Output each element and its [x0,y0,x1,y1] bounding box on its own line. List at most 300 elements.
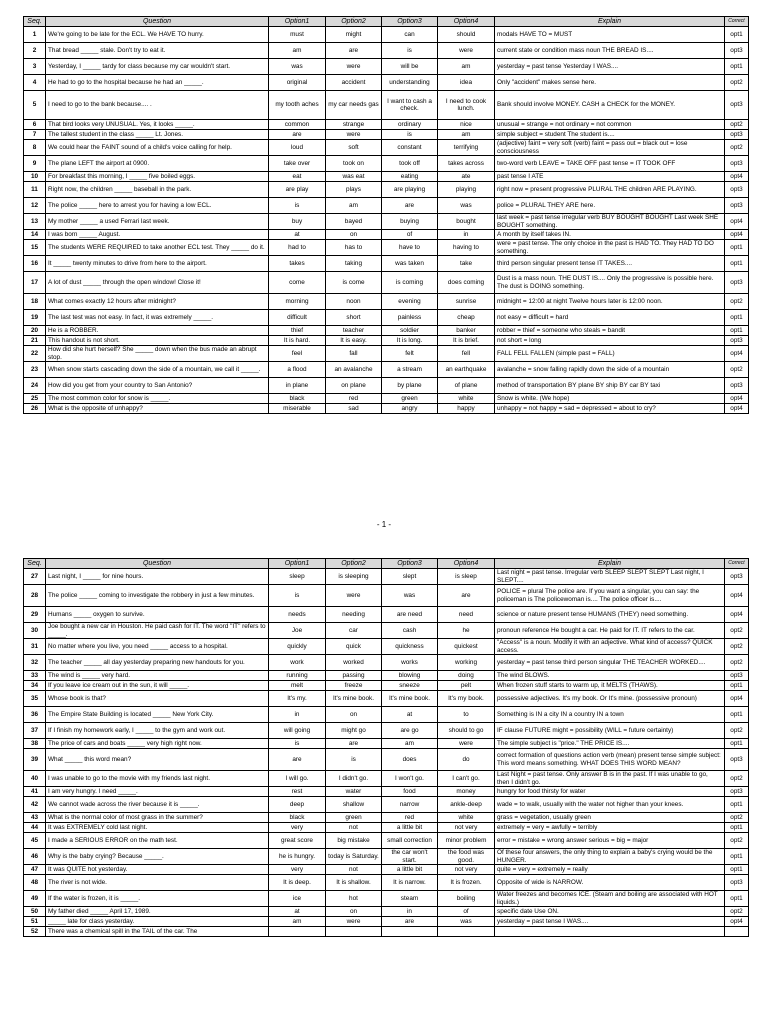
option1-cell: my tooth aches [269,91,326,120]
option3-cell: buying [382,214,438,230]
correct-cell: opt1 [725,865,749,875]
option2-cell: not [326,865,382,875]
table-row [24,172,749,182]
option3-cell: food [382,787,438,797]
option1-cell: thief [269,326,326,336]
option1-cell: at [269,230,326,240]
option4-header: Option4 [438,559,495,569]
option4-cell: It is brief. [438,336,495,346]
question-cell: The plane LEFT the airport at 0900. [46,156,269,172]
option3-cell: a stream [382,362,438,378]
option3-cell: slept [382,569,438,585]
correct-cell: opt2 [725,294,749,310]
option3-cell: felt [382,346,438,362]
option2-cell: hot [326,891,382,907]
option4-cell: does coming [438,272,495,294]
correct-cell: opt1 [725,59,749,75]
explain-cell: hungry for food thirsty for water [495,787,725,797]
option2-cell: It is shallow. [326,875,382,891]
table-row [24,326,749,336]
explain-cell: extremely = very = awfully = terribly [495,823,725,833]
option3-cell: a little bit [382,865,438,875]
question-cell: If the water is frozen, it is _____. [46,891,269,907]
seq-cell: 29 [24,607,46,623]
option4-cell: should [438,27,495,43]
question-cell: The wind is _____ very hard. [46,671,269,681]
seq-cell: 2 [24,43,46,59]
seq-cell: 14 [24,230,46,240]
option2-cell: freeze [326,681,382,691]
option2-cell [326,927,382,937]
option3-cell: is [382,43,438,59]
seq-cell: 45 [24,833,46,849]
correct-cell: opt2 [725,723,749,739]
option2-cell: was eat [326,172,382,182]
option3-cell: are [382,198,438,214]
option2-cell: red [326,394,382,404]
option4-cell: were [438,43,495,59]
seq-cell: 7 [24,130,46,140]
option3-cell: It's mine book. [382,691,438,707]
question-cell: There was a chemical spill in the TAIL of the car. The [46,927,269,937]
question-cell: The Empire State Building is located _____ New York City. [46,707,269,723]
question-cell: My father died _____ April 17, 1989. [46,907,269,917]
question-cell: We cannot wade across the river because it is _____. [46,797,269,813]
explain-cell: specific date Use ON. [495,907,725,917]
option4-header: Option4 [438,17,495,27]
option2-cell: an avalanche [326,362,382,378]
explain-cell: unusual = strange = not ordinary = not common [495,120,725,130]
option3-cell: red [382,813,438,823]
option1-cell: are play [269,182,326,198]
seq-cell: 22 [24,346,46,362]
correct-cell: opt2 [725,362,749,378]
question-cell: Right now, the children _____ baseball in the park. [46,182,269,198]
option1-cell: in [269,707,326,723]
question-rows-page-2 [24,569,749,937]
option1-cell: he is hungry. [269,849,326,865]
option2-cell: are [326,43,382,59]
option3-cell: quickness [382,639,438,655]
explain-header: Explain [495,17,725,27]
correct-cell: opt4 [725,172,749,182]
option1-cell: are [269,749,326,771]
explain-cell: yesterday = past tense third person singular THE TEACHER WORKED.... [495,655,725,671]
explain-cell: science or nature present tense HUMANS (THEY) need something. [495,607,725,623]
question-cell: We could hear the FAINT sound of a child's voice calling for help. [46,140,269,156]
table-row [24,907,749,917]
option4-cell: sunrise [438,294,495,310]
question-cell: It _____ twenty minutes to drive from here to the airport. [46,256,269,272]
option1-cell: common [269,120,326,130]
correct-cell: opt1 [725,256,749,272]
table-row [24,823,749,833]
table-row [24,833,749,849]
question-cell: My mother _____ a used Ferrari last week. [46,214,269,230]
option4-cell: of [438,907,495,917]
explain-cell: (adjective) faint = very soft (verb) faint = pass out = black out = lose consciousness [495,140,725,156]
correct-cell: opt3 [725,91,749,120]
explain-cell: Opposite of wide is NARROW. [495,875,725,891]
option2-header: Option2 [326,559,382,569]
explain-cell: Dust is a mass noun. THE DUST IS.... Only the progressive is possible here. The dust is DOING something. [495,272,725,294]
option3-cell: are go [382,723,438,739]
correct-cell: opt2 [725,771,749,787]
seq-cell: 43 [24,813,46,823]
table-row [24,404,749,414]
option3-cell: are need [382,607,438,623]
question-table-page-1 [23,16,749,414]
question-cell: The most common color for snow is _____. [46,394,269,404]
option3-cell: does [382,749,438,771]
option2-cell: is come [326,272,382,294]
option2-cell: sad [326,404,382,414]
table-row [24,346,749,362]
correct-cell: opt1 [725,326,749,336]
correct-cell: opt2 [725,639,749,655]
option1-cell: come [269,272,326,294]
option4-cell: white [438,394,495,404]
page-number: - 1 - [376,520,392,529]
explain-cell: grass = vegetation, usually green [495,813,725,823]
option3-header: Option3 [382,17,438,27]
option4-cell: not very [438,823,495,833]
option2-cell: is sleeping [326,569,382,585]
option4-cell: It's my book. [438,691,495,707]
option1-cell: work [269,655,326,671]
option4-cell: was [438,917,495,927]
seq-cell: 31 [24,639,46,655]
question-cell: What is the opposite of unhappy? [46,404,269,414]
option3-cell: ordinary [382,120,438,130]
option3-cell: sneeze [382,681,438,691]
table-row [24,797,749,813]
table-row [24,240,749,256]
table-row [24,182,749,198]
table-row [24,875,749,891]
explain-cell [495,927,725,937]
table-header-row [24,17,749,27]
seq-cell: 12 [24,198,46,214]
table-row [24,272,749,294]
question-cell: If I finish my homework early, I _____ to the gym and work out. [46,723,269,739]
question-cell: Whose book is that? [46,691,269,707]
explain-cell: error = mistake = wrong answer serious = big = major [495,833,725,849]
table-row [24,378,749,394]
seq-cell: 13 [24,214,46,230]
table-row [24,156,749,172]
option1-cell: very [269,823,326,833]
seq-cell: 5 [24,91,46,120]
option2-cell: were [326,917,382,927]
correct-cell: opt2 [725,813,749,823]
option4-cell: happy [438,404,495,414]
option4-cell: the food was good. [438,849,495,865]
option2-cell: noon [326,294,382,310]
option4-cell: to [438,707,495,723]
option2-cell: quick [326,639,382,655]
option1-cell: It is hard. [269,336,326,346]
option4-cell: banker [438,326,495,336]
option3-cell: is [382,130,438,140]
table-row [24,569,749,585]
seq-cell: 16 [24,256,46,272]
correct-cell: opt3 [725,130,749,140]
table-header-row [24,559,749,569]
option4-cell: fell [438,346,495,362]
option4-cell: am [438,130,495,140]
correct-cell: opt3 [725,787,749,797]
option2-cell: plays [326,182,382,198]
option1-cell: original [269,75,326,91]
option1-cell: needs [269,607,326,623]
question-cell: When snow starts cascading down the side of a mountain, we call it _____. [46,362,269,378]
question-cell: It was QUITE hot yesterday. [46,865,269,875]
explain-cell: midnight = 12:00 at night Twelve hours later is 12:00 noon. [495,294,725,310]
option1-cell: is [269,585,326,607]
correct-cell: opt4 [725,585,749,607]
seq-cell: 47 [24,865,46,875]
table-row [24,749,749,771]
explain-cell: Something is IN a city IN a country IN a town [495,707,725,723]
correct-cell: opt4 [725,346,749,362]
worksheet-page-1 [23,16,748,414]
option1-cell: had to [269,240,326,256]
explain-cell: simple subject = student The student is.... [495,130,725,140]
option3-cell: the car won't start. [382,849,438,865]
seq-cell: 8 [24,140,46,156]
option2-cell: It is easy. [326,336,382,346]
option2-cell: worked [326,655,382,671]
explain-cell: When frozen stuff starts to warm up, it MELTS (THAWS). [495,681,725,691]
option1-cell: loud [269,140,326,156]
option2-cell: on plane [326,378,382,394]
option1-cell: quickly [269,639,326,655]
option1-cell: rest [269,787,326,797]
option2-cell: my car needs gas [326,91,382,120]
question-cell: Joe bought a new car in Houston. He paid cash for IT. The word "IT" refers to _____. [46,623,269,639]
explain-cell: not easy = difficult = hard [495,310,725,326]
seq-cell: 26 [24,404,46,414]
correct-cell: opt3 [725,156,749,172]
seq-cell: 41 [24,787,46,797]
seq-cell: 20 [24,326,46,336]
seq-cell: 3 [24,59,46,75]
seq-cell: 38 [24,739,46,749]
option4-cell: is sleep [438,569,495,585]
table-row [24,198,749,214]
option4-cell: were [438,739,495,749]
option3-cell: evening [382,294,438,310]
question-cell: I am very hungry. I need _____. [46,787,269,797]
correct-cell: opt3 [725,198,749,214]
option3-cell: green [382,394,438,404]
question-cell: The teacher _____ all day yesterday preparing new handouts for you. [46,655,269,671]
correct-cell [725,927,749,937]
option2-cell: might [326,27,382,43]
explain-cell: Snow is white. (We hope) [495,394,725,404]
correct-cell: opt3 [725,749,749,771]
table-row [24,394,749,404]
option3-cell: of [382,230,438,240]
option4-cell: of plane [438,378,495,394]
option1-cell: is [269,739,326,749]
correct-cell: opt4 [725,691,749,707]
option4-cell: working [438,655,495,671]
table-row [24,336,749,346]
correct-cell: opt2 [725,623,749,639]
option1-cell: take over [269,156,326,172]
option2-cell: big mistake [326,833,382,849]
table-row [24,585,749,607]
seq-cell: 46 [24,849,46,865]
correct-cell: opt1 [725,707,749,723]
option2-cell: might go [326,723,382,739]
worksheet-page-2 [23,558,748,937]
seq-cell: 48 [24,875,46,891]
seq-cell: 24 [24,378,46,394]
table-row [24,294,749,310]
option1-cell: running [269,671,326,681]
explain-cell: Last night = past tense. Irregular verb SLEEP SLEPT SLEPT Last night, I SLEPT.... [495,569,725,585]
option2-cell: strange [326,120,382,130]
explain-cell: avalanche = snow falling rapidly down the side of a mountain [495,362,725,378]
explain-cell: current state or condition mass noun THE BREAD IS.... [495,43,725,59]
option4-cell: should to go [438,723,495,739]
question-cell: I was unable to go to the movie with my friends last night. [46,771,269,787]
correct-cell: opt1 [725,240,749,256]
table-row [24,739,749,749]
option4-cell: in [438,230,495,240]
explain-cell: pronoun reference He bought a car. He paid for IT. IT refers to the car. [495,623,725,639]
option1-cell: It's my. [269,691,326,707]
question-header: Question [46,17,269,27]
question-cell: He had to go to the hospital because he had an _____. [46,75,269,91]
option3-cell: is coming [382,272,438,294]
table-row [24,27,749,43]
correct-cell: opt1 [725,27,749,43]
question-cell: How did she hurt herself? She _____ down when the bus made an abrupt stop. [46,346,269,362]
question-cell: For breakfast this morning, I _____ five boiled eggs. [46,172,269,182]
table-row [24,671,749,681]
seq-cell: 21 [24,336,46,346]
option1-cell: black [269,813,326,823]
question-cell: The river is not wide. [46,875,269,891]
seq-cell: 40 [24,771,46,787]
option3-cell: angry [382,404,438,414]
seq-cell: 17 [24,272,46,294]
option4-cell: not very [438,865,495,875]
option1-cell: eat [269,172,326,182]
option4-cell: quickest [438,639,495,655]
option1-cell: miserable [269,404,326,414]
question-cell: We're going to be late for the ECL. We HAVE TO hurry. [46,27,269,43]
option3-cell: works [382,655,438,671]
option4-cell: doing [438,671,495,681]
explain-cell: were = past tense. The only choice in the past is HAD TO. They HAD TO DO something. [495,240,725,256]
explain-cell: last week = past tense irregular verb BUY BOUGHT BOUGHT Last week SHE BOUGHT something. [495,214,725,230]
explain-header: Explain [495,559,725,569]
option2-cell: teacher [326,326,382,336]
option2-cell: accident [326,75,382,91]
option3-cell: in [382,907,438,917]
explain-cell: Last Night = past tense. Only answer B is in the past. If I was unable to go, then I didn't go. [495,771,725,787]
table-row [24,865,749,875]
option3-cell: understanding [382,75,438,91]
correct-cell: opt4 [725,404,749,414]
option1-header: Option1 [269,559,326,569]
option3-cell: by plane [382,378,438,394]
table-row [24,140,749,156]
explain-cell: modals HAVE TO = MUST [495,27,725,43]
option1-header: Option1 [269,17,326,27]
option2-cell: am [326,198,382,214]
explain-cell: Only "accident" makes sense here. [495,75,725,91]
seq-cell: 18 [24,294,46,310]
seq-cell: 33 [24,671,46,681]
option3-cell: was taken [382,256,438,272]
seq-header: Seq. [24,559,46,569]
seq-cell: 10 [24,172,46,182]
explain-cell: FALL FELL FALLEN (simple past = FALL) [495,346,725,362]
option4-cell: ate [438,172,495,182]
seq-cell: 36 [24,707,46,723]
option3-cell: constant [382,140,438,156]
option2-cell: on [326,230,382,240]
seq-cell: 19 [24,310,46,326]
explain-cell: method of transportation BY plane BY ship BY car BY taxi [495,378,725,394]
table-row [24,310,749,326]
option2-cell: passing [326,671,382,681]
option1-cell: great score [269,833,326,849]
question-cell: What is the normal color of most grass in the summer? [46,813,269,823]
question-header: Question [46,559,269,569]
option2-cell: bayed [326,214,382,230]
option4-cell: playing [438,182,495,198]
option4-cell: It is frozen. [438,875,495,891]
question-cell: That bread _____ stale. Don't try to eat it. [46,43,269,59]
correct-cell: opt4 [725,607,749,623]
option4-cell [438,927,495,937]
option4-cell: an earthquake [438,362,495,378]
table-row [24,230,749,240]
option2-cell: on [326,907,382,917]
option4-cell: pelt [438,681,495,691]
correct-header: Correct [725,17,749,27]
seq-cell: 6 [24,120,46,130]
correct-cell: opt3 [725,336,749,346]
option4-cell: take [438,256,495,272]
explain-cell: quite = very = extremely = really [495,865,725,875]
explain-cell: yesterday = past tense I WAS.... [495,917,725,927]
option2-cell: It's mine book. [326,691,382,707]
explain-cell: The simple subject is "price." THE PRICE IS.... [495,739,725,749]
option1-cell: a flood [269,362,326,378]
question-cell: I was born _____ August. [46,230,269,240]
correct-cell: opt2 [725,75,749,91]
option1-cell [269,927,326,937]
option1-cell: in plane [269,378,326,394]
question-cell: I need to go to the bank because.... . [46,91,269,120]
question-cell: It was EXTREMELY cold last night. [46,823,269,833]
option1-cell: difficult [269,310,326,326]
explain-cell: robber = thief = someone who steals = bandit [495,326,725,336]
option3-cell: cash [382,623,438,639]
correct-cell: opt1 [725,310,749,326]
option3-cell: took off [382,156,438,172]
correct-cell: opt2 [725,655,749,671]
option3-cell: blowing [382,671,438,681]
